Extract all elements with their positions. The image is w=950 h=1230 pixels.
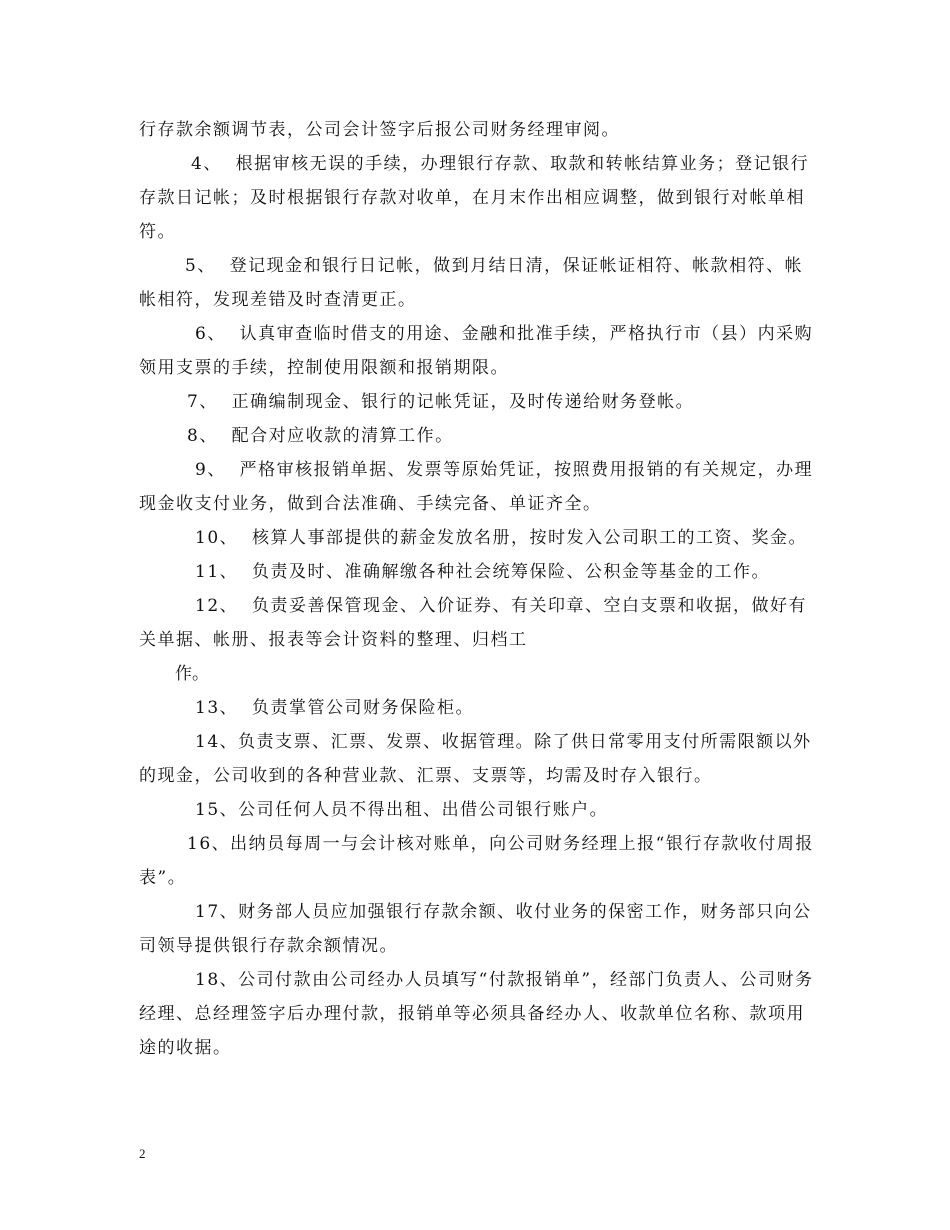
paragraph-item-4: 4、 根据审核无误的手续，办理银行存款、取款和转帐结算业务；登记银行存款日记帐；及时根据银行存款对收单，在月末作出相应调整，做到银行对帐单相符。 — [139, 154, 810, 242]
paragraph-item-14: 14、负责支票、汇票、发票、收据管理。除了供日常零用支付所需限额以外的现金，公司收到的各种营业款、汇票、支票等，均需及时存入银行。 — [139, 732, 812, 786]
paragraph-item-16: 16、出纳员每周一与会计核对账单，向公司财务经理上报“银行存款收付周报表”。 — [139, 834, 814, 888]
page-number: 2 — [139, 1146, 146, 1161]
paragraph-item-7: 7、 正确编制现金、银行的记帐凭证，及时传递给财务登帐。 — [187, 392, 695, 412]
paragraph-item-8: 8、 配合对应收款的清算工作。 — [187, 426, 454, 446]
paragraph-item-17: 17、财务部人员应加强银行存款余额、收付业务的保密工作，财务部只向公司领导提供银行存款余额情况。 — [139, 902, 812, 956]
paragraph-item-18: 18、公司付款由公司经办人员填写“付款报销单”，经部门负责人、公司财务经理、总经理签字后办理付款，报销单等必须具备经办人、收款单位名称、款项用途的收据。 — [139, 970, 814, 1058]
paragraph-continued: 行存款余额调节表，公司会计签字后报公司财务经理审阅。 — [139, 120, 620, 140]
document-body — [139, 113, 819, 1065]
paragraph-item-12: 12、 负责妥善保管现金、入价证券、有关印章、空白支票和收据，做好有关单据、帐册、报表等会计资料的整理、归档工 — [139, 596, 807, 650]
paragraph-item-15: 15、公司任何人员不得出租、出借公司银行账户。 — [195, 800, 609, 820]
paragraph-item-5: 5、 登记现金和银行日记帐，做到月结日清，保证帐证相符、帐款相符、帐帐相符，发现差错及时查清更正。 — [139, 256, 804, 310]
paragraph-item-10: 10、 核算人事部提供的薪金发放名册，按时发入公司职工的工资、奖金。 — [195, 528, 807, 548]
paragraph-item-11: 11、 负责及时、准确解缴各种社会统筹保险、公积金等基金的工作。 — [195, 562, 770, 582]
paragraph-item-6: 6、 认真审查临时借支的用途、金融和批准手续，严格执行市（县）内采购领用支票的手续，控制使用限额和报销期限。 — [139, 324, 814, 378]
paragraph-item-13: 13、 负责掌管公司财务保险柜。 — [195, 698, 474, 718]
paragraph-item-9: 9、 严格审核报销单据、发票等原始凭证，按照费用报销的有关规定，办理现金收支付业务，做到合法准确、手续完备、单证齐全。 — [139, 460, 814, 514]
paragraph-orphan-line: 作。 — [175, 664, 209, 684]
